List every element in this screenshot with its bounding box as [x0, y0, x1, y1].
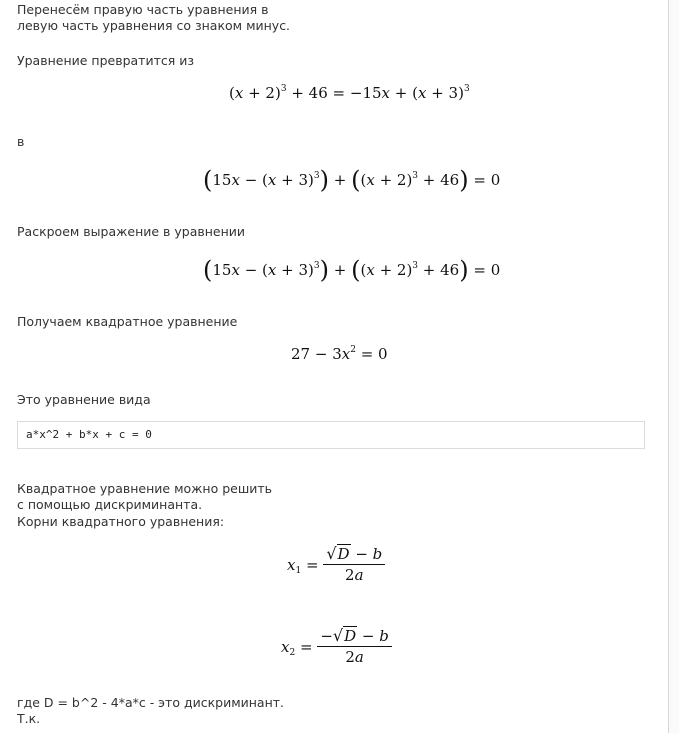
- general-form-code-box: a*x^2 + b*x + c = 0: [17, 421, 645, 449]
- formula-moved-equation: $(15x - (x + 3)^3) + ((x + 2)^3 + 46) = 0$: [203, 166, 501, 194]
- page-scrollbar[interactable]: [669, 0, 679, 733]
- root-x2-fraction: $\frac{-√D - b}{2a}$: [317, 626, 392, 667]
- formula-root-x1: $x_1$ = $\frac{√D - b}{2a}$: [287, 544, 385, 585]
- form-label: Это уравнение вида: [17, 392, 151, 407]
- solve-text-line1: Квадратное уравнение можно решить: [17, 481, 273, 496]
- roots-label: Корни квадратного уравнения:: [17, 514, 225, 529]
- expand-label: Раскроем выражение в уравнении: [17, 224, 246, 239]
- formula-quadratic-equation: $27 - 3x^2 = 0$: [291, 345, 388, 363]
- intro-text-line2: левую часть уравнения со знаком минус.: [17, 18, 291, 33]
- formula-expand-equation: $(15x - (x + 3)^3) + ((x + 2)^3 + 46) = 0$: [203, 256, 501, 284]
- solve-text-line2: с помощью дискриминанта.: [17, 497, 203, 512]
- discriminant-note: где D = b^2 - 4*a*c - это дискриминант.: [17, 695, 285, 710]
- into-label: в: [17, 134, 25, 149]
- transform-label: Уравнение превратится из: [17, 53, 194, 68]
- formula-root-x2: $x_2$ = $\frac{-√D - b}{2a}$: [281, 626, 392, 667]
- formula-original-equation: $(x + 2)^3 + 46 = -15x + (x + 3)^3$: [229, 84, 470, 102]
- intro-text-line1: Перенесём правую часть уравнения в: [17, 2, 269, 17]
- root-x1-fraction: $\frac{√D - b}{2a}$: [323, 544, 385, 585]
- quadratic-label: Получаем квадратное уравнение: [17, 314, 238, 329]
- since-label: Т.к.: [17, 711, 41, 726]
